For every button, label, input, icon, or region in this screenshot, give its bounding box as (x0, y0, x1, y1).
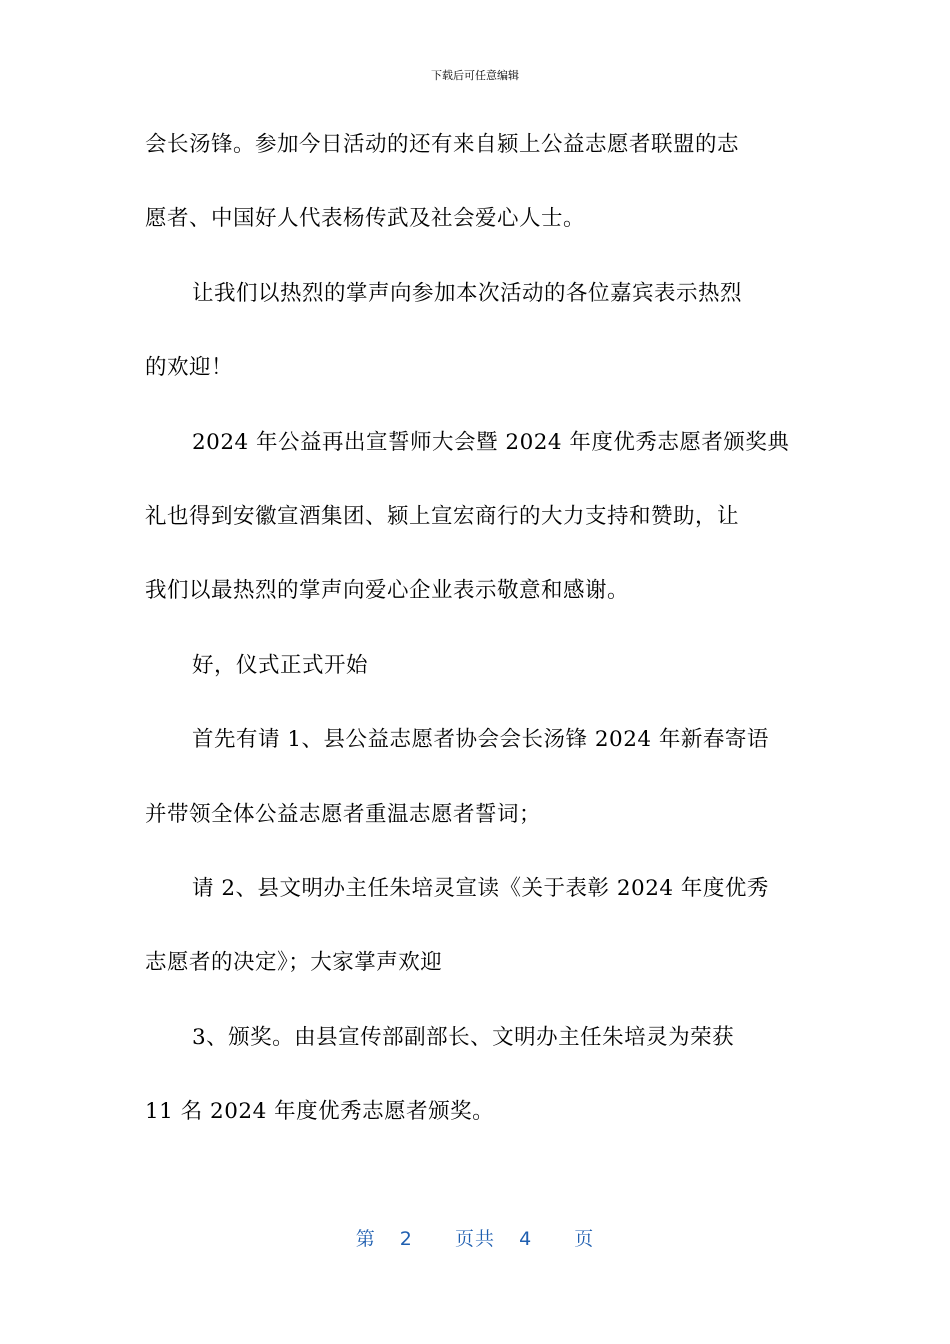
paragraph-line: 愿者、中国好人代表杨传武及社会爱心人士。 (145, 206, 586, 232)
page-footer (0, 1224, 950, 1251)
paragraph-line: 2024 年公益再出宣誓师大会暨 2024 年度优秀志愿者颁奖典 (192, 429, 790, 455)
paragraph-line: 好，仪式正式开始 (192, 652, 369, 678)
total-pages-number: 4 (519, 1228, 533, 1250)
paragraph-line: 请 2、县文明办主任朱培灵宣读《关于表彰 2024 年度优秀 (192, 875, 769, 901)
paragraph-line: 的欢迎！ (145, 355, 234, 381)
paragraph-line: 3、颁奖。由县宣传部副部长、文明办主任朱培灵为荣获 (192, 1024, 735, 1050)
paragraph-line: 礼也得到安徽宣酒集团、颍上宣宏商行的大力支持和赞助，让 (145, 503, 740, 529)
paragraph-line: 会长汤锋。参加今日活动的还有来自颍上公益志愿者联盟的志 (145, 132, 740, 157)
page-label-suffix: 页 (574, 1228, 595, 1250)
paragraph-line: 志愿者的决定》；大家掌声欢迎 (145, 950, 443, 976)
page-label-prefix: 第 (355, 1228, 376, 1250)
document-body (145, 126, 805, 1167)
paragraph-line: 并带领全体公益志愿者重温志愿者誓词； (145, 801, 542, 827)
paragraph-line: 11 名 2024 年度优秀志愿者颁奖。 (145, 1099, 495, 1125)
header-note: 下载后可任意编辑 (431, 69, 519, 82)
paragraph-line: 首先有请 1、县公益志愿者协会会长汤锋 2024 年新春寄语 (192, 727, 769, 753)
paragraph-line: 让我们以热烈的掌声向参加本次活动的各位嘉宾表示热烈 (192, 280, 743, 306)
current-page-number: 2 (399, 1228, 413, 1250)
page-label-mid: 页共 (454, 1228, 495, 1250)
paragraph-line: 我们以最热烈的掌声向爱心企业表示敬意和感谢。 (145, 578, 630, 604)
